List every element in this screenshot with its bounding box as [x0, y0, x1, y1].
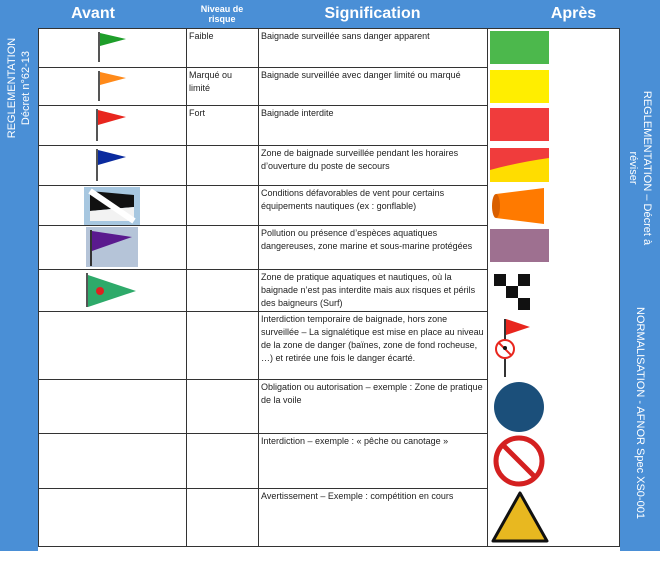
left-side-line1: REGLEMENTATION: [6, 37, 18, 139]
table-row: [38, 28, 620, 67]
no-swimming-sign-icon: [490, 315, 540, 377]
table-row: [38, 67, 620, 105]
header-avant: Avant: [0, 0, 186, 28]
checkered-flag-icon: [490, 272, 538, 312]
row-niveau: Fort: [189, 108, 206, 118]
row-niveau: [186, 379, 258, 383]
table-row: [38, 433, 620, 488]
table-row: [38, 185, 620, 225]
yellow-square-icon: [490, 70, 549, 103]
orange-flag-icon: [94, 67, 130, 103]
red-yellow-flag-icon: [490, 148, 549, 182]
purple-square-icon: [490, 229, 549, 262]
row-niveau: [186, 311, 258, 315]
header-signification: Signification: [258, 0, 487, 28]
row-signification: Avertissement – Exemple : compétition en cours: [261, 491, 454, 501]
row-signification: Baignade surveillée sans danger apparent: [261, 31, 430, 41]
table-row: [38, 488, 620, 546]
red-flag-icon: [90, 105, 130, 143]
blue-flag-icon: [90, 145, 130, 183]
row-niveau: [186, 185, 258, 189]
row-signification: Zone de pratique aquatiques et nautiques, où la baignade n’est pas interdite mais aux risques et périls des baigneurs (Surf): [261, 272, 476, 308]
right-side-bottom: NORMALISATION - AFNOR Spec XS0-001: [634, 307, 646, 519]
row-signification: Pollution ou présence d’espèces aquatiques dangereuses, zone marine et sous-marine protégées: [261, 228, 473, 251]
header-niveau: Niveau de risque: [186, 0, 258, 28]
table-row: [38, 105, 620, 145]
row-signification: Obligation ou autorisation – exemple : Zone de pratique de la voile: [261, 382, 483, 405]
left-side-line2: Décret n°62-13: [20, 50, 32, 126]
row-niveau: [186, 433, 258, 437]
row-niveau: [186, 269, 258, 273]
right-side-banner: [620, 28, 660, 551]
left-side-banner: [0, 28, 38, 551]
table-row: [38, 269, 620, 311]
warning-triangle-icon: [490, 490, 550, 544]
row-niveau: Faible: [189, 31, 214, 41]
header-apres: Après: [487, 0, 660, 28]
row-signification: Baignade surveillée avec danger limité ou marqué: [261, 70, 461, 80]
row-niveau: Marqué ou limité: [189, 70, 233, 93]
table-row: [38, 145, 620, 185]
blue-circle-icon: [492, 380, 546, 434]
green-pennant-icon: [84, 271, 140, 309]
prohibition-circle-icon: [492, 434, 546, 488]
row-niveau: [186, 225, 258, 229]
row-signification: Baignade interdite: [261, 108, 334, 118]
green-square-icon: [490, 31, 549, 64]
row-niveau: [186, 145, 258, 149]
table-row: [38, 379, 620, 433]
green-flag-icon: [94, 28, 130, 64]
row-signification: Zone de baignade surveillée pendant les horaires d’ouverture du poste de secours: [261, 148, 459, 171]
purple-flag-icon: [86, 227, 138, 267]
table-row: [38, 311, 620, 379]
right-side-top-line2: réviser: [627, 151, 639, 185]
row-signification: Interdiction temporaire de baignade, hors zone surveillée – La signalétique est mise en place au niveau de la zone de danger (baïnes, zone de fond rocheuse, …) et retirée une fois le danger écarté.: [261, 314, 484, 363]
table-row: [38, 225, 620, 269]
red-square-icon: [490, 108, 549, 141]
right-side-top-line1: REGLEMENTATION – Décret à: [641, 90, 653, 246]
row-signification: Interdiction – exemple : « pêche ou canotage »: [261, 436, 449, 446]
row-signification: Conditions défavorables de vent pour certains équipements nautiques (ex : gonflable): [261, 188, 445, 211]
black-white-flag-icon: [84, 187, 140, 225]
windsock-icon: [490, 188, 550, 224]
row-niveau: [186, 488, 258, 492]
